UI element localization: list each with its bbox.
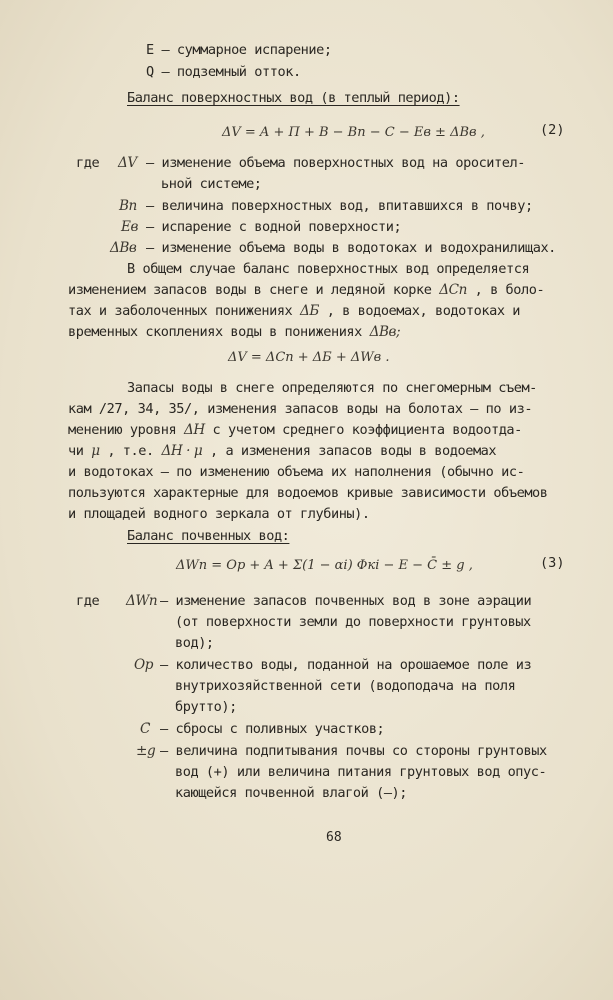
text-line: – испарение с водной поверхности; xyxy=(146,219,402,235)
text-fragment: тах и заболоченных понижениях xyxy=(68,303,293,319)
equation-2: ΔV = A + Π + B − Bп − C − Eв ± ΔBв , xyxy=(222,125,485,140)
symbol-dbv-2: ΔBв; xyxy=(369,324,401,340)
text-line: ьной системе; xyxy=(161,176,262,192)
text-fragment: временных скоплениях воды в понижениях xyxy=(68,324,362,340)
text-line: кающейся почвенной влагой (–); xyxy=(175,785,408,801)
text-line: кам /27, 34, 35/, изменения запасов воды на болотах – по из- xyxy=(68,401,533,417)
text-line: – сбросы с поливных участков; xyxy=(160,721,385,737)
equation-number-3: (3) xyxy=(540,555,565,571)
symbol-dv: ΔV xyxy=(118,155,137,171)
symbol-dcp: ΔCп xyxy=(439,282,467,298)
section-heading xyxy=(127,88,460,108)
page-number: 68 xyxy=(326,830,342,845)
text-line xyxy=(68,301,520,321)
text-line-2: Q – подземный отток. xyxy=(146,64,301,80)
text-fragment: , т.е. xyxy=(107,443,154,459)
text-line xyxy=(146,62,301,82)
symbol-dwp: ΔWп xyxy=(126,593,158,609)
equation-number-2: (2) xyxy=(540,122,565,138)
text-fragment: , в боло- xyxy=(474,282,545,298)
where-label: где xyxy=(76,155,100,171)
text-line: – изменение объема поверхностных вод на оросител- xyxy=(146,155,525,171)
text-fragment: чи xyxy=(68,443,84,459)
text-line xyxy=(146,40,332,60)
text-line: брутто); xyxy=(175,699,237,715)
symbol-op: Oр xyxy=(134,657,153,673)
symbol-c-bar: С̄ xyxy=(140,721,150,737)
text-line xyxy=(68,280,544,300)
text-fragment: менению уровня xyxy=(68,422,177,438)
text-fragment: с учетом среднего коэффициента водоотда- xyxy=(212,422,522,438)
text-fragment: , в водоемах, водотоках и xyxy=(326,303,521,319)
symbol-dh-mu: ΔH · μ xyxy=(161,443,203,459)
where-label: где xyxy=(76,593,100,609)
equation-surface: ΔV = ΔCп + ΔБ + ΔWв . xyxy=(228,350,390,365)
heading-surface-balance: Баланс поверхностных вод (в теплый период): xyxy=(127,90,460,106)
heading-soil-balance: Баланс почвенных вод: xyxy=(127,528,290,544)
text-line: пользуются характерные для водоемов кривые зависимости объемов xyxy=(68,485,548,501)
section-heading xyxy=(127,526,289,546)
text-line: вод (+) или величина питания грунтовых вод опус- xyxy=(175,764,547,780)
text-line: (от поверхности земли до поверхности грунтовых xyxy=(175,614,531,630)
symbol-dbv: ΔBв xyxy=(110,240,137,256)
text-line: – величина поверхностных вод, впитавшихся в почву; xyxy=(146,198,533,214)
text-fragment: изменением запасов воды в снеге и ледяной корке xyxy=(68,282,432,298)
text-line: В общем случае баланс поверхностных вод определяется xyxy=(127,261,530,277)
symbol-mu: μ xyxy=(91,443,100,459)
text-line xyxy=(68,441,496,461)
text-line-1: Е – суммарное испарение; xyxy=(146,42,332,58)
text-line: – величина подпитывания почвы со стороны грунтовых xyxy=(160,743,547,759)
text-line: и площадей водного зеркала от глубины). xyxy=(68,506,370,522)
symbol-bp: Bп xyxy=(119,198,137,214)
symbol-dh: ΔH xyxy=(184,422,205,438)
text-line: и водотоках – по изменению объема их наполнения (обычно ис- xyxy=(68,464,525,480)
text-line: Запасы воды в снеге определяются по снегомерным съем- xyxy=(127,380,537,396)
text-line: внутрихозяйственной сети (водоподача на поля xyxy=(175,678,516,694)
text-line: – изменение объема воды в водотоках и водохранилищах. xyxy=(146,240,556,256)
text-line: вод); xyxy=(175,635,214,651)
symbol-ev: Eв xyxy=(121,219,138,235)
equation-3: ΔWп = Oр + A + Σ(1 − αi) Φкi − E − C̄ ± g , xyxy=(176,558,473,573)
symbol-pm-g: ±g xyxy=(136,743,156,759)
text-line xyxy=(68,322,400,342)
text-line: – количество воды, поданной на орошаемое поле из xyxy=(160,657,532,673)
text-line xyxy=(68,420,522,440)
text-line: – изменение запасов почвенных вод в зоне аэрации xyxy=(160,593,532,609)
symbol-db: ΔБ xyxy=(300,303,319,319)
text-fragment: , а изменения запасов воды в водоемах xyxy=(209,443,497,459)
